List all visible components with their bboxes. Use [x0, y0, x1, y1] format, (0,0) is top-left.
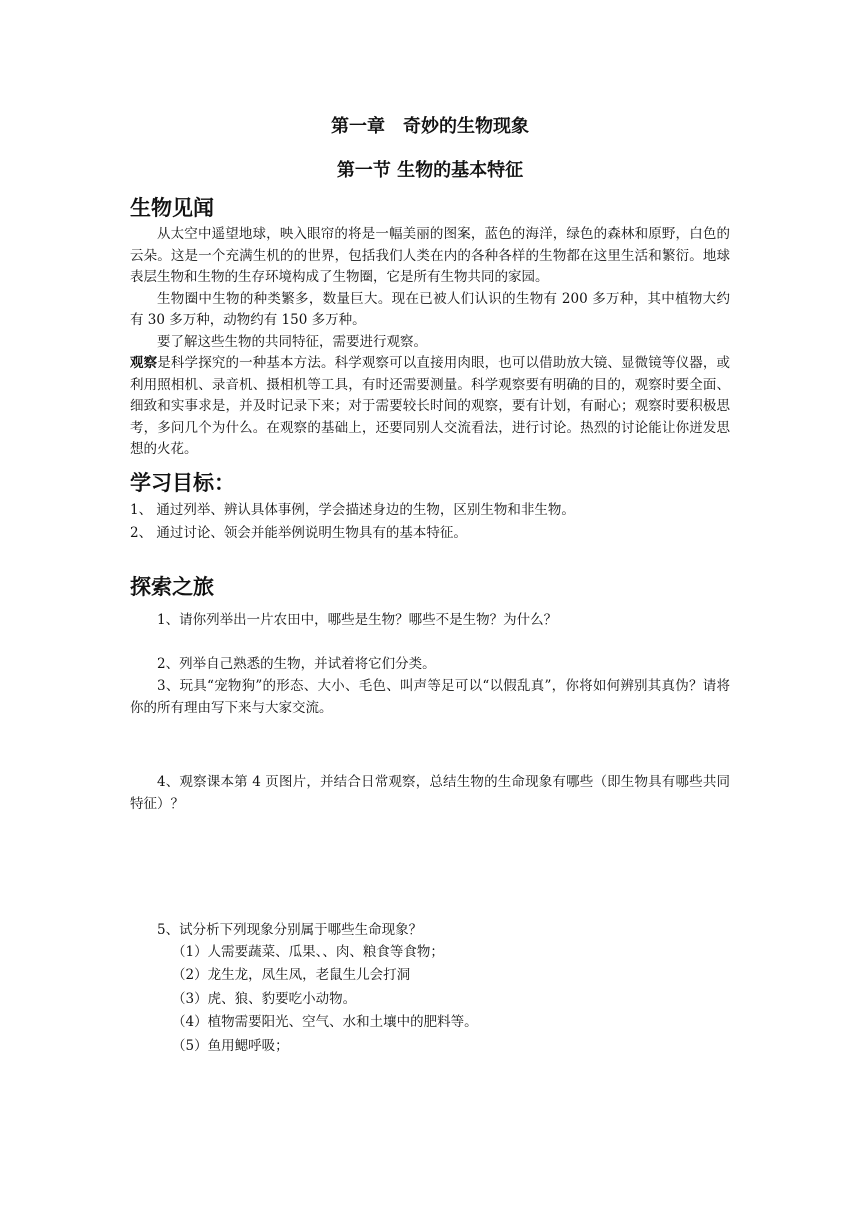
goal-item-1: 1、 通过列举、辨认具体事例，学会描述身边的生物，区别生物和非生物。	[130, 501, 575, 518]
observation-term: 观察	[130, 355, 158, 371]
intro-paragraph-1: 从太空中遥望地球，映入眼帘的将是一幅美丽的图案，蓝色的海洋，绿色的森林和原野，白色的云朵。这是一个充满生机的的世界，包括我们人类在内的各种各样的生物都在这里生活和繁衍。地球表层生物和生物的生存环境构成了生物圈，它是所有生物共同的家园。	[130, 226, 730, 285]
sub-item-1: （1）人需要蔬菜、瓜果、、肉、粮食等食物；	[172, 943, 444, 960]
explore-heading: 探索之旅	[130, 574, 214, 599]
intro-paragraph-3: 要了解这些生物的共同特征，需要进行观察。	[157, 333, 427, 350]
question-1: 1、请你列举出一片农田中，哪些是生物？哪些不是生物？为什么？	[157, 611, 558, 628]
question-5-sub-items	[130, 941, 730, 1059]
question-2: 2、列举自己熟悉的生物，并试着将它们分类。	[157, 655, 436, 672]
question-3: 3、玩具“宠物狗”的形态、大小、毛色、叫声等足可以“以假乱真”，你将如何辨别其真伪？请将你的所有理由写下来与大家交流。	[130, 677, 730, 716]
section-title: 第一节 生物的基本特征	[336, 160, 524, 181]
sub-item-4: （4）植物需要阳光、空气、水和土壤中的肥料等。	[172, 1014, 478, 1030]
sub-item-3: （3）虎、狼、豹要吃小动物。	[172, 990, 357, 1007]
observation-paragraph	[130, 353, 730, 461]
goals-heading: 学习目标：	[130, 470, 235, 495]
chapter-title: 第一章 奇妙的生物现象	[331, 116, 529, 137]
page-content	[130, 112, 730, 1058]
sub-item-2: （2）龙生龙，凤生凤，老鼠生儿会打洞	[172, 967, 411, 983]
sub-item-5: （5）鱼用鳃呼吸；	[172, 1037, 289, 1054]
observation-text: 是科学探究的一种基本方法。科学观察可以直接用肉眼，也可以借助放大镜、显微镜等仪器，或利用照相机、录音机、摄相机等工具，有时还需要测量。科学观察要有明确的目的，观察时要全面、细致和实事求是，并及时记录下来；对于需要较长时间的观察，要有计划，有耐心；观察时要积极思考，多问几个为什么。在观察的基础上，还要同别人交流看法，进行讨论。热烈的讨论能让你迸发思想的火花。	[130, 355, 731, 457]
intro-paragraph-2: 生物圈中生物的种类繁多，数量巨大。现在已被人们认识的生物有 200 多万种，其中植物大约有 30 多万种，动物约有 150 多万种。	[130, 290, 730, 328]
question-5: 5、试分析下列现象分别属于哪些生命现象？	[157, 921, 423, 938]
intro-heading: 生物见闻	[130, 196, 214, 220]
question-4: 4、观察课本第 4 页图片，并结合日常观察，总结生物的生命现象有哪些（即生物具有哪些共同特征）？	[130, 773, 730, 812]
goal-item-2: 2、 通过讨论、领会并能举例说明生物具有的基本特征。	[130, 524, 467, 541]
